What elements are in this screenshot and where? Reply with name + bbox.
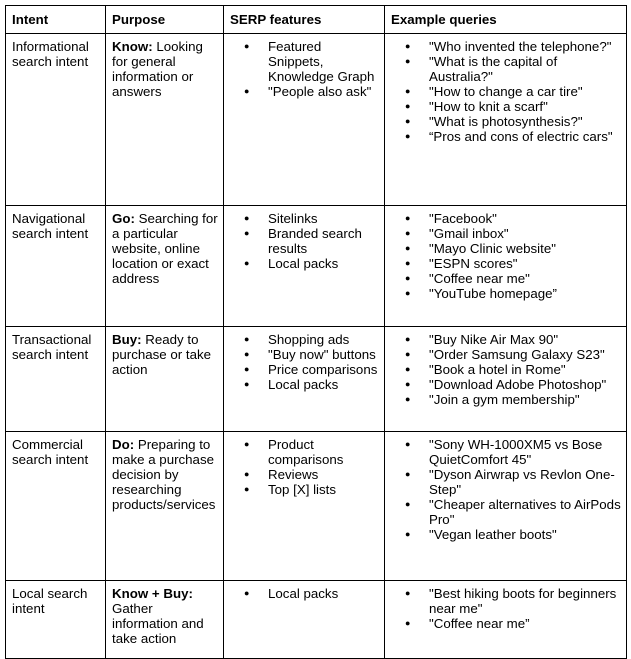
purpose-cell	[106, 432, 224, 581]
example-queries-list	[391, 211, 622, 301]
intent-cell: Transactional search intent	[6, 327, 106, 432]
list-item: ● Branded search results	[230, 226, 380, 256]
purpose-text: Ready to purchase or take action	[112, 332, 212, 377]
header-purpose: Purpose	[106, 6, 224, 34]
intent-cell: Local search intent	[6, 581, 106, 659]
list-item: ● Featured Snippets, Knowledge Graph	[230, 39, 380, 84]
list-item: ● "YouTube homepage”	[391, 286, 622, 301]
list-item: ● "Order Samsung Galaxy S23"	[391, 347, 622, 362]
table-row-local	[6, 581, 627, 659]
search-intent-table	[5, 5, 627, 659]
example-queries-list	[391, 332, 622, 407]
purpose-lead: Know:	[112, 39, 153, 54]
list-item: ● "Buy Nike Air Max 90"	[391, 332, 622, 347]
serp-features-cell	[224, 206, 385, 327]
table-row-transactional	[6, 327, 627, 432]
intent-cell: Informational search intent	[6, 34, 106, 206]
intent-cell: Navigational search intent	[6, 206, 106, 327]
purpose-lead: Do:	[112, 437, 135, 452]
purpose-text: Preparing to make a purchase decision by researching products/services	[112, 437, 216, 512]
list-item: ● "People also ask"	[230, 84, 380, 99]
purpose-text: Gather information and take action	[112, 601, 204, 646]
purpose-cell	[106, 206, 224, 327]
serp-features-list	[230, 332, 380, 392]
list-item: ● Local packs	[230, 377, 380, 392]
list-item: ● Shopping ads	[230, 332, 380, 347]
purpose-cell	[106, 581, 224, 659]
serp-features-list	[230, 39, 380, 99]
table-row-commercial	[6, 432, 627, 581]
list-item: ● "What is the capital of Australia?"	[391, 54, 622, 84]
list-item: ● “Pros and cons of electric cars"	[391, 129, 622, 144]
serp-features-list	[230, 211, 380, 271]
example-queries-list	[391, 586, 622, 631]
list-item: ● "Coffee near me”	[391, 616, 622, 631]
serp-features-list	[230, 586, 380, 601]
list-item: ● "Dyson Airwrap vs Revlon One-Step"	[391, 467, 622, 497]
list-item: ● "Who invented the telephone?"	[391, 39, 622, 54]
list-item: ● Local packs	[230, 256, 380, 271]
header-intent: Intent	[6, 6, 106, 34]
list-item: ● "ESPN scores"	[391, 256, 622, 271]
serp-features-list	[230, 437, 380, 497]
header-row	[6, 6, 627, 34]
list-item: ● "Vegan leather boots"	[391, 527, 622, 542]
example-queries-cell	[385, 581, 627, 659]
list-item: ● "Facebook"	[391, 211, 622, 226]
example-queries-list	[391, 437, 622, 542]
list-item: ● "Gmail inbox"	[391, 226, 622, 241]
list-item: ● "What is photosynthesis?"	[391, 114, 622, 129]
purpose-lead: Go:	[112, 211, 135, 226]
serp-features-cell	[224, 432, 385, 581]
serp-features-cell	[224, 581, 385, 659]
list-item: ● "How to change a car tire"	[391, 84, 622, 99]
list-item: ● Reviews	[230, 467, 380, 482]
purpose-lead: Know + Buy:	[112, 586, 193, 601]
purpose-cell	[106, 327, 224, 432]
purpose-text: Looking for general information or answers	[112, 39, 203, 99]
purpose-text: Searching for a particular website, online location or exact address	[112, 211, 218, 286]
serp-features-cell	[224, 34, 385, 206]
serp-features-cell	[224, 327, 385, 432]
list-item: ● "Cheaper alternatives to AirPods Pro"	[391, 497, 622, 527]
purpose-cell	[106, 34, 224, 206]
table-row-navigational	[6, 206, 627, 327]
example-queries-cell	[385, 327, 627, 432]
example-queries-cell	[385, 206, 627, 327]
purpose-lead: Buy:	[112, 332, 142, 347]
list-item: ● "Coffee near me"	[391, 271, 622, 286]
intent-cell: Commercial search intent	[6, 432, 106, 581]
list-item: ● "Join a gym membership"	[391, 392, 622, 407]
example-queries-list	[391, 39, 622, 144]
example-queries-cell	[385, 432, 627, 581]
table-row-informational	[6, 34, 627, 206]
list-item: ● "Book a hotel in Rome"	[391, 362, 622, 377]
list-item: ● "Buy now" buttons	[230, 347, 380, 362]
list-item: ● "Sony WH-1000XM5 vs Bose QuietComfort 45"	[391, 437, 622, 467]
list-item: ● Price comparisons	[230, 362, 380, 377]
list-item: ● "How to knit a scarf"	[391, 99, 622, 114]
header-serp-features: SERP features	[224, 6, 385, 34]
list-item: ● Sitelinks	[230, 211, 380, 226]
header-example-queries: Example queries	[385, 6, 627, 34]
list-item: ● Top [X] lists	[230, 482, 380, 497]
example-queries-cell	[385, 34, 627, 206]
list-item: ● "Download Adobe Photoshop"	[391, 377, 622, 392]
list-item: ● "Mayo Clinic website"	[391, 241, 622, 256]
list-item: ● Product comparisons	[230, 437, 380, 467]
list-item: ● Local packs	[230, 586, 380, 601]
list-item: ● "Best hiking boots for beginners near me"	[391, 586, 622, 616]
